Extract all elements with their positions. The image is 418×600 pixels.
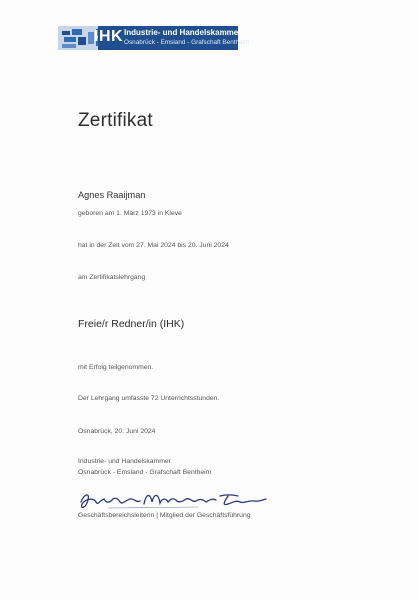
handwritten-signature bbox=[78, 488, 268, 514]
logo-region: Osnabrück - Emsland - Grafschaft Bentheim bbox=[124, 39, 250, 46]
program-line: am Zertifikatslehrgang bbox=[78, 274, 146, 281]
hours-line: Der Lehrgang umfasste 72 Unterrichtsstunden. bbox=[78, 395, 220, 402]
birth-line: geboren am 1. März 1973 in Kleve bbox=[78, 210, 182, 217]
course-name: Freie/r Redner/in (IHK) bbox=[78, 318, 185, 330]
signer-title: Geschäftsbereichsleiterin | Mitglied der Geschäftsführung bbox=[78, 512, 251, 519]
logo-org-name: Industrie- und Handelskammer bbox=[124, 28, 242, 37]
recipient-name: Agnes Raaijman bbox=[78, 190, 146, 200]
period-line: hat in der Zeit vom 27. Mai 2024 bis 20. Juni 2024 bbox=[78, 242, 229, 249]
place-date: Osnabrück, 20. Juni 2024 bbox=[78, 428, 156, 435]
logo-abbreviation: IHK bbox=[94, 28, 124, 45]
certificate-title: Zertifikat bbox=[78, 110, 153, 131]
issuer-line-2: Osnabrück - Emsland - Grafschaft Bentheim bbox=[78, 469, 212, 476]
success-line: mit Erfolg teilgenommen. bbox=[78, 364, 154, 371]
issuer-line-1: Industrie- und Handelskammer bbox=[78, 458, 171, 465]
ihk-logo bbox=[58, 26, 250, 50]
